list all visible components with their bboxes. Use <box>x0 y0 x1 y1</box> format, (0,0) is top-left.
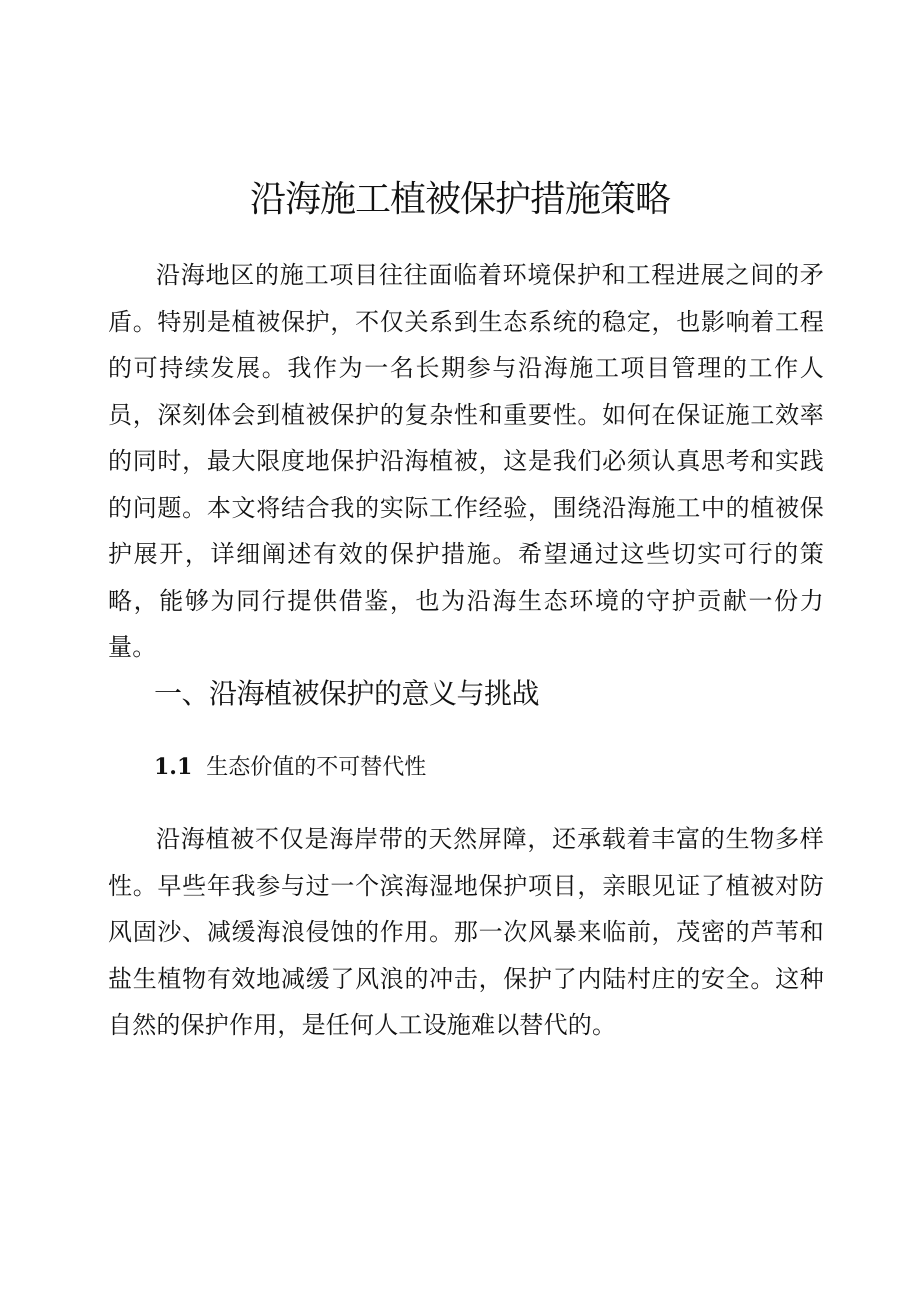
intro-paragraph: 沿海地区的施工项目往往面临着环境保护和工程进展之间的矛盾。特别是植被保护，不仅关系到生态系统的稳定，也影响着工程的可持续发展。我作为一名长期参与沿海施工项目管理的工作人员，深刻体会到植被保护的复杂性和重要性。如何在保证施工效率的同时，最大限度地保护沿海植被，这是我们必须认真思考和实践的问题。本文将结合我的实际工作经验，围绕沿海施工中的植被保护展开，详细阐述有效的保护措施。希望通过这些切实可行的策略，能够为同行提供借鉴，也为沿海生态环境的守护贡献一份力量。 <box>108 261 824 661</box>
subsection-number: 1.1 <box>154 754 193 780</box>
subsection-title: 生态价值的不可替代性 <box>206 755 427 780</box>
subsection-1-1-paragraph: 沿海植被不仅是海岸带的天然屏障，还承载着丰富的生物多样性。早些年我参与过一个滨海湿地保护项目，亲眼见证了植被对防风固沙、减缓海浪侵蚀的作用。那一次风暴来临前，茂密的芦苇和盐生植物有效地减缓了风浪的冲击，保护了内陆村庄的安全。这种自然的保护作用，是任何人工设施难以替代的。 <box>108 825 824 1039</box>
document-title: 沿海施工植被保护措施策略 <box>249 179 670 220</box>
section-1-heading: 一、沿海植被保护的意义与挑战 <box>154 677 540 710</box>
subsection-1-1-heading <box>154 749 426 786</box>
